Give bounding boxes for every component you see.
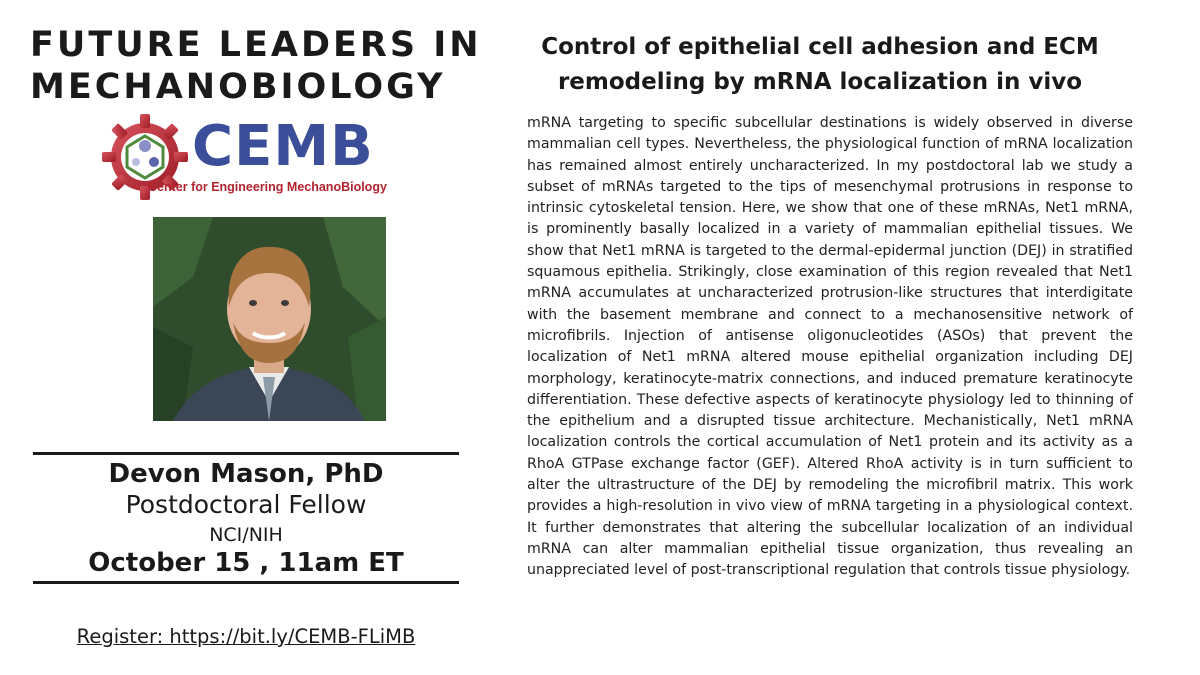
speaker-name: Devon Mason, PhD xyxy=(108,459,384,489)
register-link[interactable]: Register: https://bit.ly/CEMB-FLiMB xyxy=(76,625,416,648)
series-title-line-1: FUTURE LEADERS IN xyxy=(30,25,482,65)
event-date-time: October 15 , 11am ET xyxy=(88,548,404,578)
speaker-photo xyxy=(153,217,386,421)
logo-wordmark: CEMB xyxy=(192,114,374,179)
talk-title: Control of epithelial cell adhesion and ECM remodeling by mRNA localization in vivo xyxy=(541,34,1099,95)
speaker-role: Postdoctoral Fellow xyxy=(125,490,367,519)
series-title-line-2: MECHANOBIOLOGY xyxy=(30,67,446,107)
cemb-logo xyxy=(100,112,400,202)
talk-abstract: mRNA targeting to specific subcellular destinations is widely observed in diverse mammalian cell types. Nevertheless, the physiological function of mRNA localization has remained almost entirely uncharacterized. In my postdoctoral lab we study a subset of mRNAs targeted to the tips of mesenchymal protrusions in response to intrinsic cytoskeletal tension. Here, we show that one of these mRNAs, Net1 mRNA, is prominently basally localized in a variety of mammalian epithelial tissues. We show that Net1 mRNA is targeted to the dermal-epidermal junction (DEJ) in stratified squamous epithelia. Strikingly, close examination of this region revealed that Net1 mRNA accumulates at uncharacterized protrusion-like structures that interdigitate with the basement membrane and connect to a mechanosensitive network of microfibrils. Injection of antisense oligonucleotides (ASOs) that prevent the localization of Net1 mRNA altered mouse epithelial organization including DEJ morphology, keratinocyte-matrix connections, and induced premature keratinocyte differentiation. These defective aspects of keratinocyte physiology led to thinning of the epithelium and a disrupted tissue architecture. Mechanistically, Net1 mRNA localization controls the cortical accumulation of Net1 protein and its activity as a RhoA GTPase exchange factor (GEF). Altered RhoA activity is in turn sufficient to alter the ultrastructure of the DEJ by remodeling the microfibril matrix. This work provides a high-resolution in vivo view of mRNA targeting in a physiological context. It further demonstrates that altering the subcellular localization of an individual mRNA can alter mammalian epithelial tissue organization, thus revealing an unappreciated level of post-transcriptional regulation that controls tissue physiology. xyxy=(527,115,1133,579)
divider-bottom xyxy=(33,581,459,584)
speaker-organization: NCI/NIH xyxy=(209,524,283,546)
series-title xyxy=(30,24,482,108)
right-panel xyxy=(500,0,1170,675)
left-panel xyxy=(0,0,490,675)
logo-subtitle: Center for Engineering MechanoBiology xyxy=(148,180,387,194)
divider-top xyxy=(33,452,459,455)
